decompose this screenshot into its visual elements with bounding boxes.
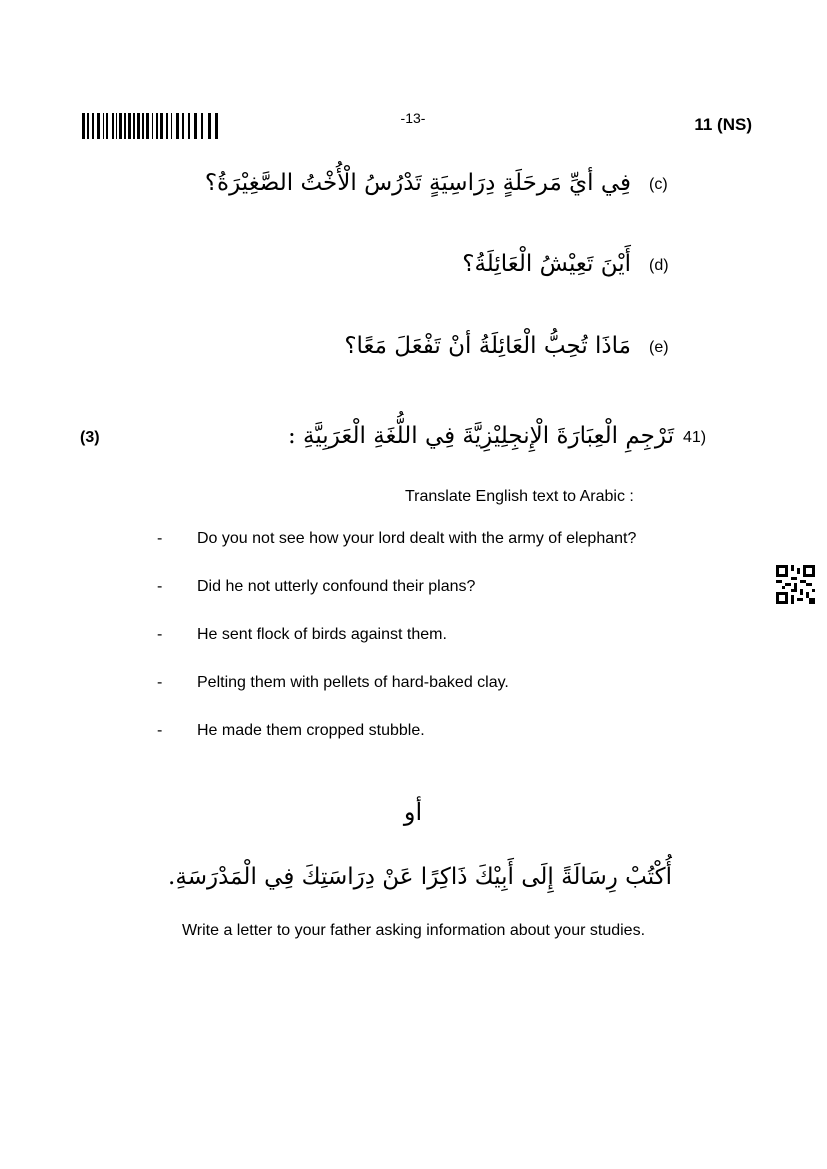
- qr-code: [776, 565, 815, 604]
- question-41-arabic: تَرْجِمِ الْعِبَارَةَ الْإِنجِلِيْزِيَّةَ فِي اللُّغَةِ الْعَرَبِيَّةِ :: [287, 423, 674, 449]
- bullet-dash: -: [157, 626, 163, 643]
- question-e-label: (e): [649, 339, 669, 356]
- alternative-question-english: Write a letter to your father asking information about your studies.: [181, 922, 646, 939]
- question-d-arabic: أَيْنَ تَعِيْشُ الْعَائِلَةُ؟: [462, 251, 631, 277]
- bullet-dash: -: [157, 578, 163, 595]
- question-e-arabic: مَاذَا تُحِبُّ الْعَائِلَةُ أنْ تَفْعَلَ مَعًا؟: [344, 333, 631, 359]
- bullet-dash: -: [157, 674, 163, 691]
- question-41-number: 41): [683, 429, 707, 446]
- translate-item: Did he not utterly confound their plans?: [197, 578, 476, 595]
- translate-item: Do you not see how your lord dealt with the army of elephant?: [197, 530, 637, 547]
- paper-code: 11 (NS): [694, 115, 752, 134]
- translate-item: Pelting them with pellets of hard-baked clay.: [197, 674, 509, 691]
- question-c-label: (c): [649, 176, 668, 193]
- bullet-dash: -: [157, 530, 163, 547]
- barcode: [82, 113, 222, 139]
- question-c-arabic: فِي أيِّ مَرحَلَةٍ دِرَاسِيَةٍ تَدْرُسُ الْأُخْتُ الصَّغِيْرَةُ؟: [204, 170, 631, 196]
- translate-instruction: Translate English text to Arabic :: [405, 488, 634, 505]
- question-d-label: (d): [649, 257, 669, 274]
- or-word: أو: [403, 798, 423, 826]
- alternative-question-arabic: أُكْتُبْ رِسَالَةً إِلَى أَبِيْكَ ذَاكِرًا عَنْ دِرَاسَتِكَ فِي الْمَدْرَسَةِ.: [168, 864, 672, 890]
- question-41-marks: (3): [80, 429, 100, 446]
- translate-item: He sent flock of birds against them.: [197, 626, 447, 643]
- translate-item: He made them cropped stubble.: [197, 722, 425, 739]
- bullet-dash: -: [157, 722, 163, 739]
- page-number: -13-: [400, 110, 426, 126]
